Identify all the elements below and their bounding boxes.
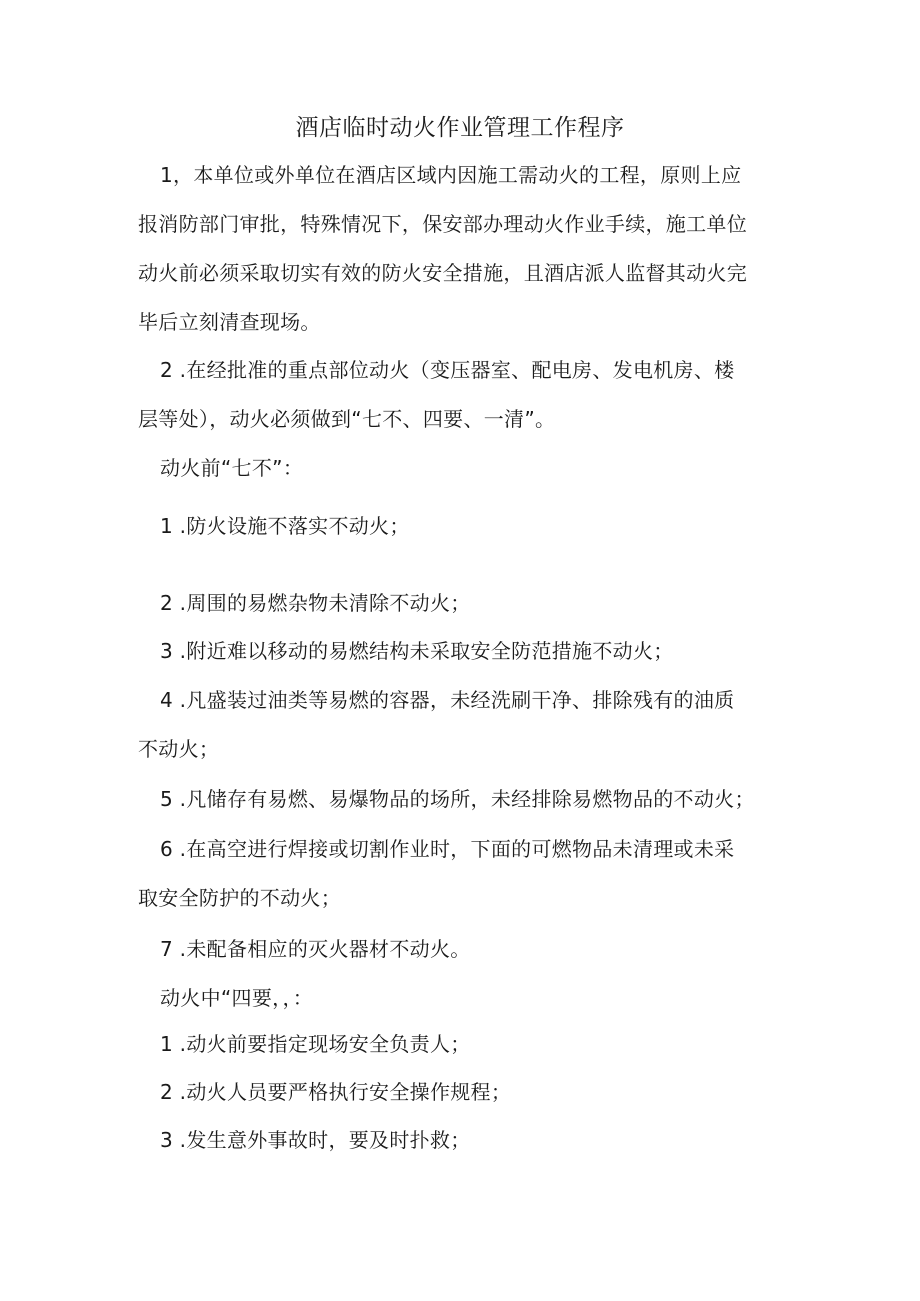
- document-title: 酒店临时动火作业管理工作程序: [295, 115, 625, 141]
- section-heading-seven-nots: 动火前“七不”：: [160, 456, 304, 480]
- list-item: 1 .动火前要指定现场安全负责人；: [160, 1032, 471, 1056]
- list-item: 4 .凡盛装过油类等易燃的容器，未经洗刷干净、排除残有的油质: [160, 688, 735, 712]
- list-item: 7 .未配备相应的灭火器材不动火。: [160, 937, 471, 961]
- paragraph-1-line-4: 毕后立刻清查现场。: [138, 310, 321, 334]
- list-item: 2 .周围的易燃杂物未清除不动火；: [160, 591, 471, 615]
- list-item: 3 .附近难以移动的易燃结构未采取安全防范措施不动火；: [160, 639, 674, 663]
- list-item: 3 .发生意外事故时，要及时扑救；: [160, 1128, 471, 1152]
- paragraph-1-line-1: 1，本单位或外单位在酒店区域内因施工需动火的工程，原则上应: [160, 163, 742, 187]
- list-item: 2 .动火人员要严格执行安全操作规程；: [160, 1080, 512, 1104]
- list-item-continuation: 取安全防护的不动火；: [138, 886, 341, 910]
- list-item: 5 .凡储存有易燃、易爆物品的场所，未经排除易燃物品的不动火；: [160, 787, 755, 811]
- paragraph-2-line-2: 层等处），动火必须做到“七不、四要、一清”。: [138, 407, 556, 431]
- paragraph-2-line-1: 2 .在经批准的重点部位动火（变压器室、配电房、发电机房、楼: [160, 358, 735, 382]
- list-item-continuation: 不动火；: [138, 737, 220, 761]
- paragraph-1-line-2: 报消防部门审批，特殊情况下，保安部办理动火作业手续，施工单位: [138, 212, 747, 236]
- section-heading-four-musts: 动火中“四要，，：: [160, 986, 314, 1010]
- list-item: 1 .防火设施不落实不动火；: [160, 514, 410, 538]
- paragraph-1-line-3: 动火前必须采取切实有效的防火安全措施，且酒店派人监督其动火完: [138, 261, 747, 285]
- list-item: 6 .在高空进行焊接或切割作业时，下面的可燃物品未清理或未采: [160, 837, 735, 861]
